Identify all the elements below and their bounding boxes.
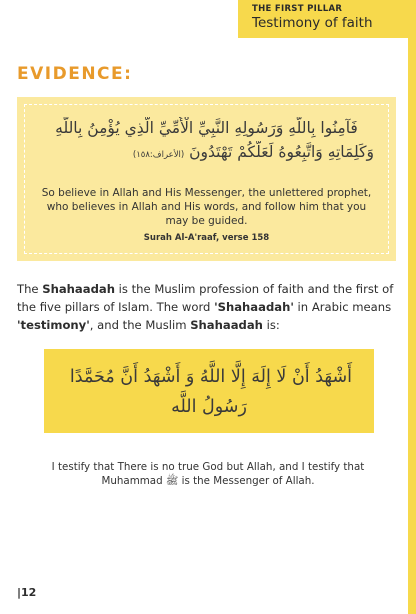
shahadah-translation-line2: Muhammad ﷺ is the Messenger of Allah.: [101, 475, 315, 487]
paragraph-text: in Arabic means: [293, 300, 392, 314]
chapter-header-tab: [238, 0, 416, 38]
paragraph-term: 'testimony': [17, 318, 90, 332]
shahadah-translation: [30, 460, 386, 488]
verse-source: Surah Al-A'raaf, verse 158: [143, 233, 270, 243]
verse-arabic-line2-text: وَكَلِمَاتِهِ وَاتَّبِعُوهُ لَعَلَّكُمْ تَهْتَدُونَ: [189, 143, 374, 161]
evidence-box: [17, 97, 396, 261]
shahadah-arabic-line2: رَسُولُ اللَّه: [171, 397, 247, 417]
pillar-label: THE FIRST PILLAR: [252, 4, 343, 14]
paragraph-text: is:: [262, 318, 280, 332]
verse-arabic-line1: فَآمِنُوا بِاللَّهِ وَرَسُولِهِ النَّبِيِّ الْأُمِّيِّ الَّذِي يُؤْمِنُ بِاللَّهِ: [55, 119, 358, 137]
verse-arabic-line2: [31, 141, 382, 166]
verse-arabic-reference: (الأعراف:١٥٨): [132, 150, 185, 160]
paragraph-text: The: [17, 282, 43, 296]
evidence-dashed-frame: [24, 104, 389, 254]
chapter-title: Testimony of faith: [252, 15, 373, 31]
paragraph-term: Shahaadah: [42, 282, 115, 296]
paragraph-term: Shahaadah: [190, 318, 263, 332]
paragraph-text: , and the Muslim: [89, 318, 191, 332]
page-edge-stripe: [408, 0, 416, 614]
shahadah-box: [44, 349, 374, 433]
page-number: |12: [17, 586, 37, 599]
shahadah-arabic-line1: أَشْهَدُ أَنْ لَا إِلَهَ إِلَّا اللَّهُ وَ أَشْهَدُ أَنَّ مُحَمَّدًا: [69, 367, 352, 387]
verse-english-translation: So believe in Allah and His Messenger, the unlettered prophet, who believes in Allah and His words, and follow him that you may be guided.: [41, 187, 372, 227]
shahaadah-paragraph: [17, 280, 400, 334]
paragraph-text: is the Muslim profession of faith and the first of the five pillars of Islam. The word: [17, 282, 394, 314]
shahadah-translation-line1: I testify that There is no true God but Allah, and I testify that: [51, 461, 365, 473]
evidence-heading: EVIDENCE:: [17, 64, 133, 84]
paragraph-term: 'Shahaadah': [214, 300, 294, 314]
